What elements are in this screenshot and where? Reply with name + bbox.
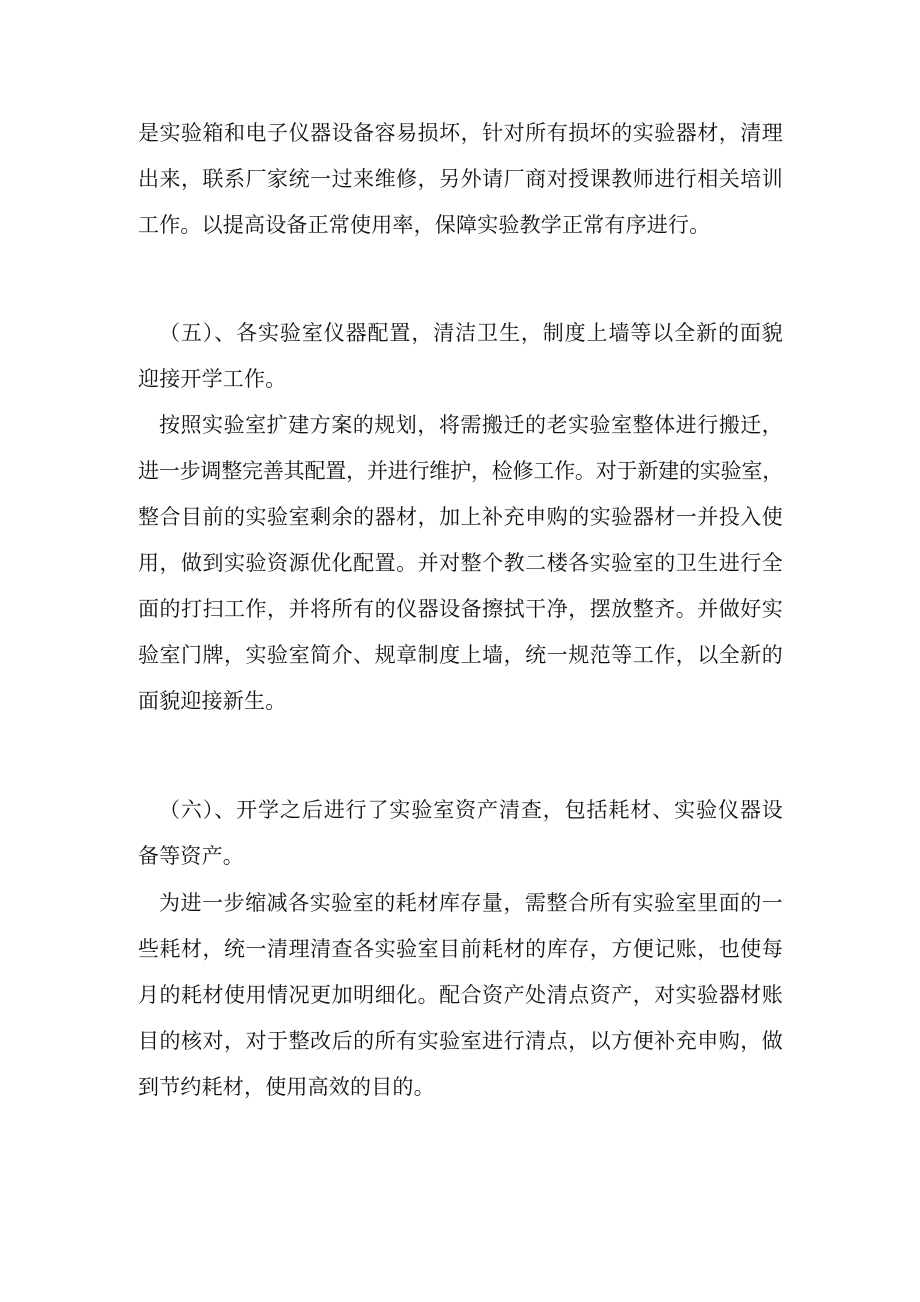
text-line: 是实验箱和电子仪器设备容易损坏，针对所有损坏的实验器材，清理 [138, 121, 784, 145]
text-line: 些耗材，统一清理清查各实验室目前耗材的库存，方便记账，也使每 [138, 937, 784, 961]
section-heading-five [138, 310, 783, 402]
section-heading-six [138, 787, 783, 879]
text-line: 用，做到实验资源优化配置。并对整个教二楼各实验室的卫生进行全 [138, 551, 784, 575]
text-line: 整合目前的实验室剩余的器材，加上补充申购的实验器材一并投入使 [138, 505, 784, 529]
paragraph-consumables-inventory [138, 880, 783, 1110]
text-line: 面貌迎接新生。 [138, 689, 287, 713]
text-line: （五）、各实验室仪器配置，清洁卫生，制度上墙等以全新的面貌 [159, 321, 784, 345]
paragraph-lab-relocation [138, 402, 783, 724]
text-line: 出来，联系厂家统一过来维修，另外请厂商对授课教师进行相关培训 [138, 167, 784, 191]
text-line: （六）、开学之后进行了实验室资产清查，包括耗材、实验仪器设 [159, 798, 784, 822]
text-line: 验室门牌，实验室简介、规章制度上墙，统一规范等工作，以全新的 [138, 643, 784, 667]
text-line: 按照实验室扩建方案的规划，将需搬迁的老实验室整体进行搬迁， [159, 413, 784, 437]
text-line: 备等资产。 [138, 844, 244, 868]
paragraph-equipment-repair [138, 110, 783, 248]
text-line: 进一步调整完善其配置，并进行维护，检修工作。对于新建的实验室， [138, 459, 783, 483]
text-line: 月的耗材使用情况更加明细化。配合资产处清点资产，对实验器材账 [138, 983, 784, 1007]
text-line: 到节约耗材，使用高效的目的。 [138, 1075, 435, 1099]
text-line: 为进一步缩减各实验室的耗材库存量，需整合所有实验室里面的一 [159, 891, 784, 915]
text-line: 工作。以提高设备正常使用率，保障实验教学正常有序进行。 [138, 213, 711, 237]
text-line: 目的核对，对于整改后的所有实验室进行清点，以方便补充申购，做 [138, 1029, 784, 1053]
text-line: 面的打扫工作，并将所有的仪器设备擦拭干净，摆放整齐。并做好实 [138, 597, 784, 621]
text-line: 迎接开学工作。 [138, 367, 287, 391]
